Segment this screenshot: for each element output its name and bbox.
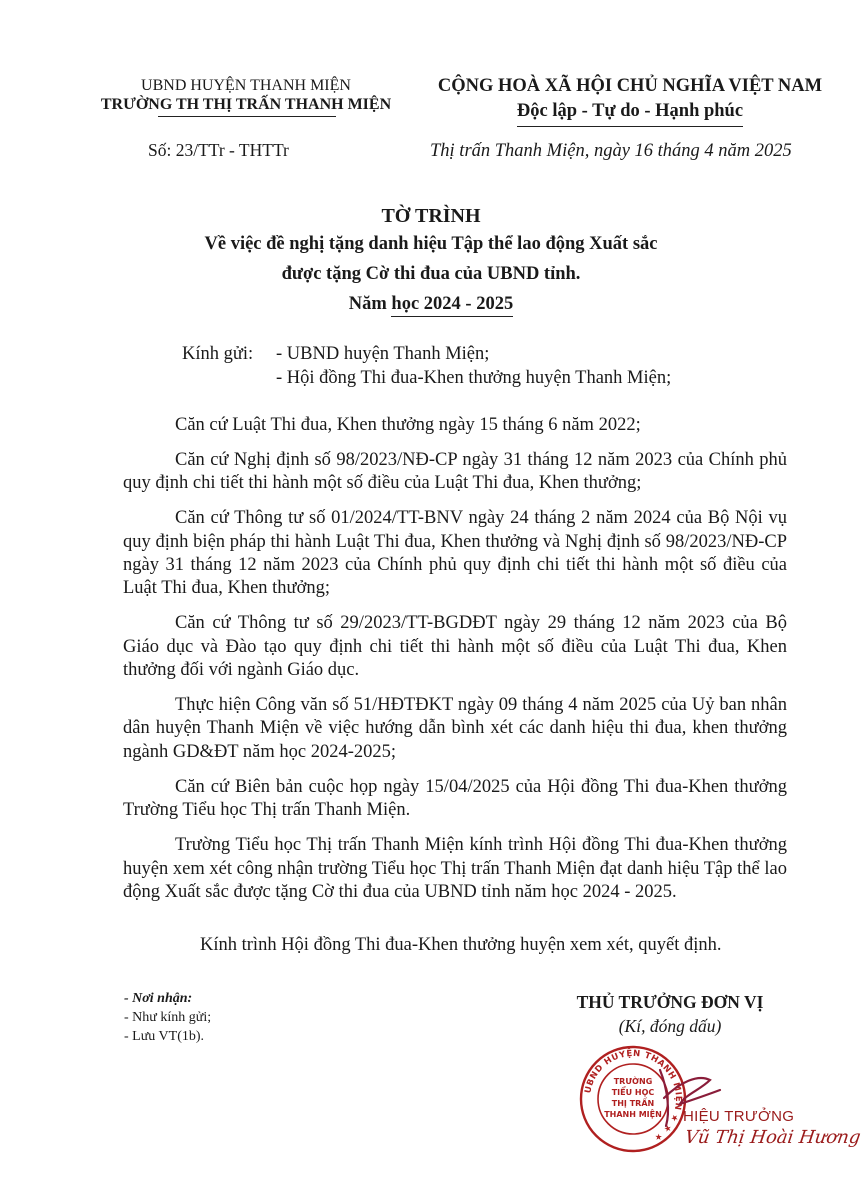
- document-body: [123, 414, 787, 916]
- svg-text:TRƯỜNG: TRƯỜNG: [613, 1077, 653, 1086]
- issuing-org-block: [60, 76, 432, 114]
- svg-text:TIỂU HỌC: TIỂU HỌC: [611, 1088, 655, 1097]
- body-paragraph: Thực hiện Công văn số 51/HĐTĐKT ngày 09 tháng 4 năm 2025 của Uỷ ban nhân dân huyện Thanh Miện về việc hướng dẫn bình xét các danh hiệu thi đua, khen thưởng ngành GD&ĐT năm học 2024-2025;: [123, 695, 787, 762]
- svg-text:UBND HUYỆN THANH MIỆN ★ ★ ★: UBND HUYỆN THANH MIỆN ★ ★ ★: [583, 1048, 684, 1143]
- receivers-label: - Nơi nhận:: [124, 991, 193, 1006]
- body-paragraph: Căn cứ Thông tư số 29/2023/TT-BGDĐT ngày 29 tháng 12 năm 2023 của Bộ Giáo dục và Đào tạo quy định chi tiết thi hành một số điều của Luật Thi đua, Khen thưởng đối với ngành Giáo dục.: [123, 613, 787, 681]
- signer-title: THỦ TRƯỞNG ĐƠN VỊ: [576, 992, 764, 1012]
- country-name: CỘNG HOÀ XÃ HỘI CHỦ NGHĨA VIỆT NAM: [437, 76, 823, 96]
- document-number: Số: 23/TTr - THTTr: [148, 140, 289, 160]
- recipients-block: [182, 342, 671, 390]
- receiver-item: - Lưu VT(1b).: [124, 1029, 205, 1044]
- signer-note: (Kí, đóng dấu): [618, 1016, 722, 1036]
- document-type: TỜ TRÌNH: [381, 205, 481, 227]
- recipients-label: Kính gửi:: [182, 344, 254, 364]
- body-paragraph: Căn cứ Thông tư số 01/2024/TT-BNV ngày 24 tháng 2 năm 2024 của Bộ Nội vụ quy định biện pháp thi hành Luật Thi đua, Khen thưởng và Nghị định số 98/2023/NĐ-CP ngày 31 tháng 12 năm 2023 của Chính phủ quy định chi tiết thi hành một số điều của Luật Thi đua, Khen thưởng;: [123, 508, 787, 599]
- signer-block: [520, 990, 820, 1038]
- svg-text:THANH MIỆN: THANH MIỆN: [604, 1110, 662, 1119]
- closing-line: Kính trình Hội đồng Thi đua-Khen thưởng huyện xem xét, quyết định.: [200, 935, 722, 955]
- body-paragraph: Trường Tiểu học Thị trấn Thanh Miện kính trình Hội đồng Thi đua-Khen thưởng huyện xem xét công nhận trường Tiểu học Thị trấn Thanh Miện đạt danh hiệu Tập thể lao động Xuất sắc được tặng Cờ thi đua của UBND tỉnh năm học 2024 - 2025.: [123, 835, 787, 902]
- subject-line-2: được tặng Cờ thi đua của UBND tỉnh.: [281, 264, 581, 284]
- receivers-block: [124, 989, 211, 1046]
- org-underline: [158, 116, 336, 117]
- school-year-prefix: Năm: [348, 294, 392, 314]
- national-header: [420, 74, 840, 127]
- place-date: Thị trấn Thanh Miện, ngày 16 tháng 4 năm 2025: [430, 141, 792, 161]
- body-paragraph: Căn cứ Luật Thi đua, Khen thưởng ngày 15 tháng 6 năm 2022;: [175, 415, 641, 435]
- body-paragraph: Căn cứ Nghị định số 98/2023/NĐ-CP ngày 31 tháng 12 năm 2023 của Chính phủ quy định chi tiết thi hành một số điều của Luật Thi đua, Khen thưởng;: [123, 450, 787, 494]
- signer-name: Vũ Thị Hoài Hương: [683, 1127, 862, 1148]
- signer-role: HIỆU TRƯỞNG: [683, 1108, 795, 1125]
- subject-line-1: Về việc đề nghị tặng danh hiệu Tập thể lao động Xuất sắc: [204, 234, 658, 254]
- school-name: TRƯỜNG TH THỊ TRẤN THANH MIỆN: [100, 96, 392, 113]
- recipient-item: - Hội đồng Thi đua-Khen thưởng huyện Thanh Miện;: [276, 368, 672, 388]
- school-year-value: học 2024 - 2025: [391, 294, 513, 317]
- motto: Độc lập - Tự do - Hạnh phúc: [517, 99, 743, 127]
- svg-text:THỊ TRẤN: THỊ TRẤN: [611, 1099, 655, 1108]
- body-paragraph: Căn cứ Biên bản cuộc họp ngày 15/04/2025 của Hội đồng Thi đua-Khen thưởng Trường Tiểu học Thị trấn Thanh Miện.: [123, 776, 787, 821]
- receiver-item: - Như kính gửi;: [124, 1010, 212, 1025]
- school-year: [0, 294, 862, 317]
- parent-org: UBND HUYỆN THANH MIỆN: [141, 77, 351, 94]
- recipient-item: - UBND huyện Thanh Miện;: [276, 344, 490, 364]
